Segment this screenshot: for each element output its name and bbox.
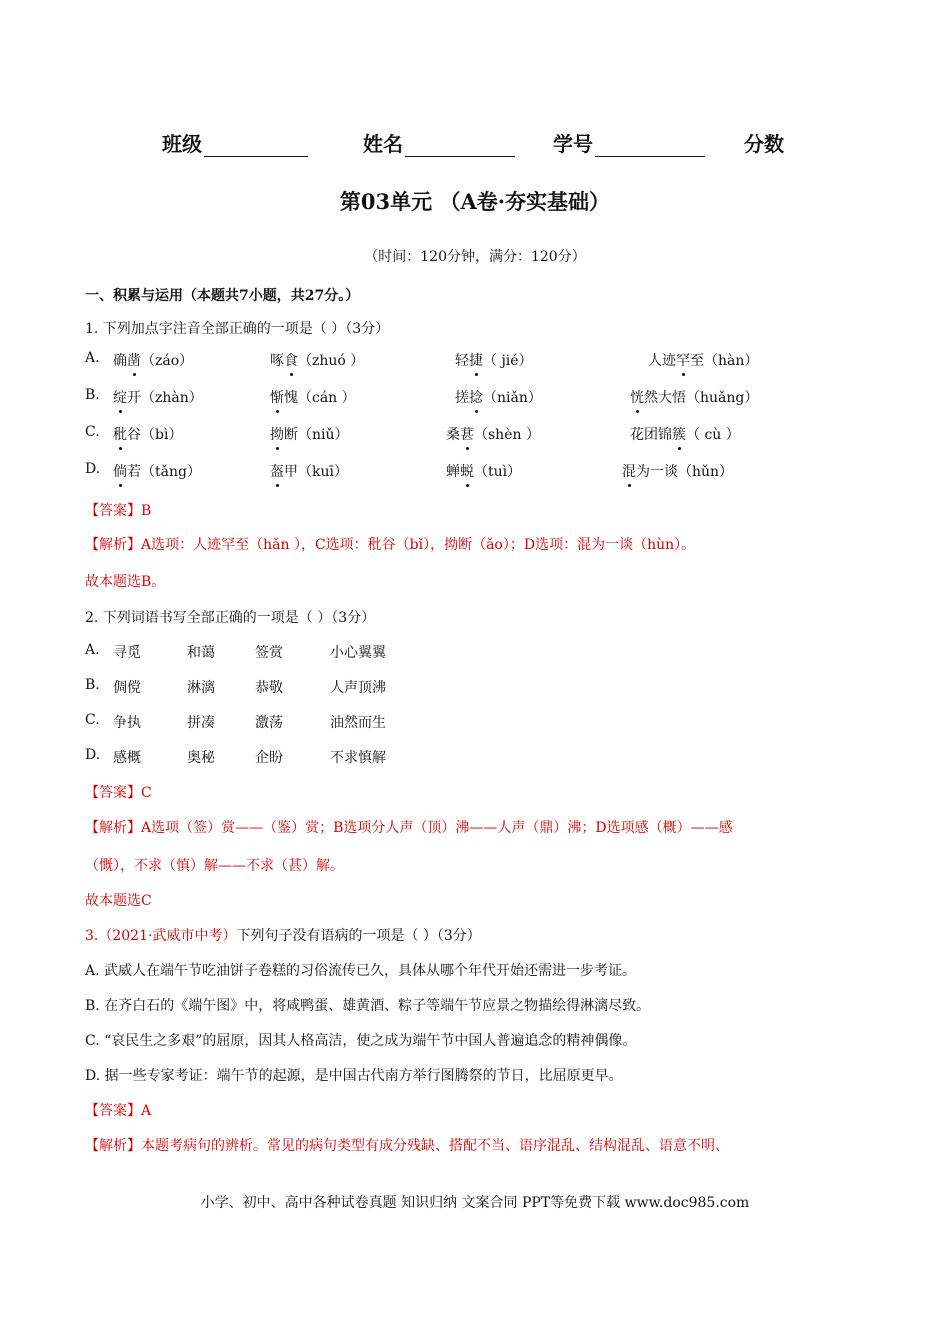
q3-answer: 【答案】A <box>85 1103 152 1119</box>
q2-analysis-prefix: 【解析】 <box>85 820 141 836</box>
q1-row-d-letter: D. <box>85 461 101 477</box>
q3-analysis <box>85 1135 729 1155</box>
score-label: 分数 <box>744 132 784 156</box>
q1-row-a-letter: A. <box>85 350 100 366</box>
q3-source: （2021·武威市中考） <box>98 928 237 944</box>
q1-row-a-item-3: 轻捷（ jié） <box>455 350 533 370</box>
q1-analysis <box>85 534 695 554</box>
name-label: 姓名 <box>363 132 403 156</box>
q2-row-c-word-4: 油然而生 <box>330 715 386 731</box>
q1-row-c-item-3: 桑葚（shèn ） <box>446 424 540 444</box>
q1-row-c-letter: C. <box>85 424 100 440</box>
q2-row-d-word-4: 不求慎解 <box>330 750 386 766</box>
q1-analysis-text: A选项：人迹罕至（hǎn ），C选项：秕谷（bǐ），拗断（ǎo）；D选项：混为一谈（hùn）。 <box>141 537 696 553</box>
q1-row-d-item-4: 混为一谈（hǔn） <box>622 461 733 481</box>
footer-text: 小学、初中、高中各种试卷真题 知识归纳 文案合同 PPT等免费下载 www.doc985.com <box>200 1195 750 1211</box>
q2-row-d-word-1: 感概 <box>113 750 141 766</box>
page-title: 第03单元 （A卷·夯实基础） <box>339 189 611 214</box>
q2-answer: 【答案】C <box>85 785 152 801</box>
q1-row-c-item-1: 秕谷（bì） <box>113 424 182 444</box>
q1-row-d-item-1: 倘若（tǎng） <box>113 461 201 481</box>
q1-row-b-item-4: 恍然大悟（huǎng） <box>630 387 758 407</box>
q3-number: 3. <box>85 928 99 944</box>
exam-subtitle: （时间：120分钟，满分：120分） <box>364 249 586 265</box>
q1-row-d-item-2: 盔甲（kuī） <box>270 461 348 481</box>
q1-conclusion: 故本题选B。 <box>85 574 166 590</box>
id-label: 学号 <box>553 132 593 156</box>
q1-row-a-item-1: 确凿（záo） <box>113 350 193 370</box>
q1-row-b-item-1: 绽开（zhàn） <box>113 387 203 407</box>
q2-row-a-word-1: 寻觅 <box>113 645 141 661</box>
q3-option-b: B. 在齐白石的《端午图》中，将咸鸭蛋、雄黄酒、粽子等端午节应景之物描绘得淋漓尽致。 <box>85 998 651 1014</box>
q2-row-b-letter: B. <box>85 677 100 693</box>
q1-row-b-letter: B. <box>85 387 100 403</box>
q2-row-b-word-2: 淋漓 <box>187 680 215 696</box>
q3-option-c: C. “哀民生之多艰”的屈原，因其人格高洁，使之成为端午节中国人普遍追念的精神偶像。 <box>85 1033 637 1049</box>
q2-row-c-word-3: 激荡 <box>255 715 283 731</box>
q1-row-a-item-4: 人迹罕至（hàn） <box>648 350 758 370</box>
q3-option-a: A. 武威人在端午节吃油饼子卷糕的习俗流传已久，具体从哪个年代开始还需进一步考证。 <box>85 963 637 979</box>
q2-row-a-word-4: 小心翼翼 <box>330 645 386 661</box>
q3-stem-text: 下列句子没有语病的一项是（ ）（3分） <box>236 928 481 944</box>
q2-conclusion: 故本题选C <box>85 893 152 909</box>
q2-row-b-word-1: 倜傥 <box>113 680 141 696</box>
section-heading: 一、积累与运用（本题共7小题，共27分。） <box>85 288 360 304</box>
class-blank[interactable] <box>204 136 308 157</box>
q2-row-c-letter: C. <box>85 712 100 728</box>
q2-row-d-word-3: 企盼 <box>255 750 283 766</box>
q3-stem <box>85 925 481 945</box>
q2-row-b-word-4: 人声顶沸 <box>330 680 386 696</box>
q2-stem: 2. 下列词语书写全部正确的一项是（ ）（3分） <box>85 610 376 626</box>
q2-row-a-word-2: 和蔼 <box>187 645 215 661</box>
q1-row-b-item-3: 搓捻（niǎn） <box>455 387 542 407</box>
q2-row-c-word-2: 拼凑 <box>187 715 215 731</box>
student-id-field <box>553 128 705 157</box>
q1-row-a-item-2: 啄食（zhuó ） <box>270 350 364 370</box>
class-label: 班级 <box>162 132 202 156</box>
q3-analysis-prefix: 【解析】 <box>85 1138 141 1154</box>
score-field <box>744 128 784 157</box>
name-field <box>363 128 515 157</box>
q2-row-d-letter: D. <box>85 747 101 763</box>
q2-row-a-letter: A. <box>85 642 100 658</box>
q2-analysis-line-2: （慨），不求（慎）解——不求（甚）解。 <box>85 858 344 874</box>
q1-row-b-item-2: 惭愧（cán ） <box>270 387 356 407</box>
q1-answer: 【答案】B <box>85 503 152 519</box>
name-blank[interactable] <box>405 136 515 157</box>
q2-analysis-line-1 <box>85 817 733 837</box>
q3-option-d: D. 据一些专家考证：端午节的起源，是中国古代南方举行图腾祭的节日，比屈原更早。 <box>85 1068 623 1084</box>
q2-row-b-word-3: 恭敬 <box>255 680 283 696</box>
q2-row-c-word-1: 争执 <box>113 715 141 731</box>
q1-analysis-prefix: 【解析】 <box>85 537 141 553</box>
q1-row-c-item-4: 花团锦簇（ cù ） <box>630 424 740 444</box>
q1-row-d-item-3: 蝉蜕（tuì） <box>446 461 521 481</box>
q1-row-c-item-2: 拗断（niǔ） <box>270 424 349 444</box>
q2-row-d-word-2: 奥秘 <box>187 750 215 766</box>
q2-analysis-text-1: A选项（签）赏——（鉴）赏；B选项分人声（顶）沸——人声（鼎）沸；D选项感（概）——感 <box>141 820 733 836</box>
q1-stem: 1. 下列加点字注音全部正确的一项是（ ）（3分） <box>85 321 390 337</box>
q3-analysis-text: 本题考病句的辨析。常见的病句类型有成分残缺、搭配不当、语序混乱、结构混乱、语意不明、 <box>141 1138 729 1154</box>
class-field <box>162 128 308 157</box>
q2-row-a-word-3: 签赏 <box>255 645 283 661</box>
id-blank[interactable] <box>595 136 705 157</box>
